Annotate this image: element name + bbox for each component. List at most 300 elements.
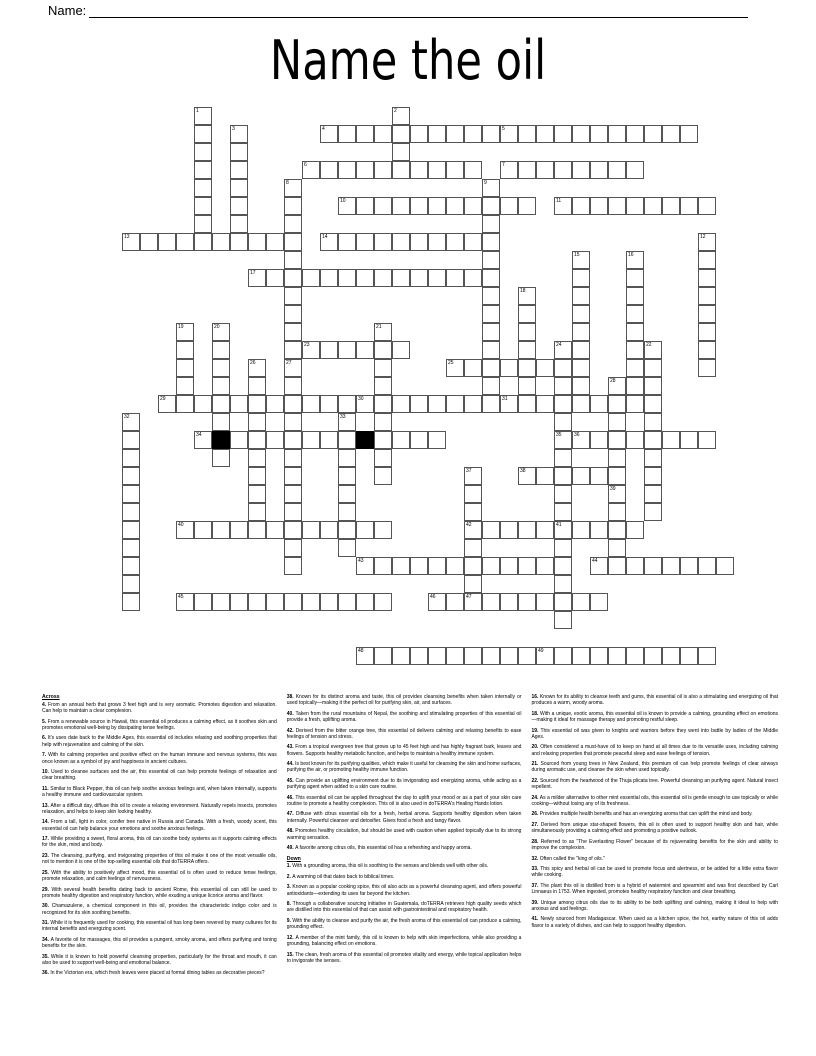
grid-cell[interactable]: [338, 485, 356, 503]
grid-cell[interactable]: [284, 179, 302, 197]
grid-cell[interactable]: [482, 215, 500, 233]
grid-cell[interactable]: [500, 521, 518, 539]
grid-cell[interactable]: [266, 521, 284, 539]
grid-cell[interactable]: [698, 197, 716, 215]
grid-cell[interactable]: [446, 161, 464, 179]
grid-cell[interactable]: [500, 557, 518, 575]
grid-cell[interactable]: [536, 125, 554, 143]
grid-cell[interactable]: [590, 161, 608, 179]
grid-cell[interactable]: [644, 197, 662, 215]
grid-cell[interactable]: [122, 521, 140, 539]
grid-cell[interactable]: [518, 377, 536, 395]
grid-cell[interactable]: [482, 251, 500, 269]
grid-cell[interactable]: [284, 539, 302, 557]
grid-cell[interactable]: [626, 557, 644, 575]
grid-cell[interactable]: [464, 647, 482, 665]
grid-cell[interactable]: [698, 431, 716, 449]
grid-cell[interactable]: [194, 197, 212, 215]
grid-cell[interactable]: [374, 647, 392, 665]
grid-cell[interactable]: [338, 467, 356, 485]
grid-cell[interactable]: [662, 197, 680, 215]
grid-cell[interactable]: [176, 323, 194, 341]
grid-cell[interactable]: [212, 323, 230, 341]
grid-cell[interactable]: [122, 431, 140, 449]
grid-cell[interactable]: [338, 539, 356, 557]
grid-cell[interactable]: [644, 557, 662, 575]
grid-cell[interactable]: [410, 125, 428, 143]
grid-cell[interactable]: [608, 161, 626, 179]
grid-cell[interactable]: [464, 197, 482, 215]
grid-cell[interactable]: [176, 521, 194, 539]
grid-cell[interactable]: [464, 503, 482, 521]
grid-cell[interactable]: [554, 539, 572, 557]
grid-cell[interactable]: [518, 341, 536, 359]
grid-cell[interactable]: [662, 647, 680, 665]
grid-cell[interactable]: [590, 197, 608, 215]
grid-cell[interactable]: [590, 431, 608, 449]
grid-cell[interactable]: [644, 503, 662, 521]
grid-cell[interactable]: [428, 233, 446, 251]
grid-cell[interactable]: [644, 395, 662, 413]
grid-cell[interactable]: [590, 125, 608, 143]
grid-cell[interactable]: [698, 323, 716, 341]
grid-cell[interactable]: [482, 233, 500, 251]
grid-cell[interactable]: [644, 341, 662, 359]
grid-cell[interactable]: [608, 197, 626, 215]
grid-cell[interactable]: [392, 395, 410, 413]
grid-cell[interactable]: [536, 161, 554, 179]
grid-cell[interactable]: [302, 521, 320, 539]
grid-cell[interactable]: [608, 413, 626, 431]
grid-cell[interactable]: [410, 161, 428, 179]
grid-cell[interactable]: [518, 395, 536, 413]
grid-cell[interactable]: [248, 503, 266, 521]
grid-cell[interactable]: [716, 557, 734, 575]
grid-cell[interactable]: [536, 395, 554, 413]
grid-cell[interactable]: [590, 557, 608, 575]
grid-cell[interactable]: [572, 647, 590, 665]
grid-cell[interactable]: [374, 233, 392, 251]
grid-cell[interactable]: [374, 359, 392, 377]
grid-cell[interactable]: [338, 449, 356, 467]
grid-cell[interactable]: [122, 413, 140, 431]
grid-cell[interactable]: [410, 557, 428, 575]
grid-cell[interactable]: [536, 647, 554, 665]
grid-cell[interactable]: [374, 557, 392, 575]
grid-cell[interactable]: [356, 197, 374, 215]
grid-cell[interactable]: [518, 305, 536, 323]
grid-cell[interactable]: [338, 521, 356, 539]
grid-cell[interactable]: [446, 269, 464, 287]
grid-cell[interactable]: [698, 557, 716, 575]
grid-cell[interactable]: [212, 521, 230, 539]
grid-cell[interactable]: [410, 647, 428, 665]
grid-cell[interactable]: [482, 557, 500, 575]
grid-cell[interactable]: [392, 125, 410, 143]
grid-cell[interactable]: [284, 233, 302, 251]
grid-cell[interactable]: [644, 647, 662, 665]
grid-cell[interactable]: [284, 251, 302, 269]
grid-cell[interactable]: [374, 467, 392, 485]
grid-cell[interactable]: [626, 431, 644, 449]
grid-cell[interactable]: [428, 125, 446, 143]
grid-cell[interactable]: [284, 395, 302, 413]
grid-cell[interactable]: [428, 593, 446, 611]
grid-cell[interactable]: [248, 233, 266, 251]
grid-cell[interactable]: [230, 179, 248, 197]
grid-cell[interactable]: [572, 467, 590, 485]
grid-cell[interactable]: [482, 179, 500, 197]
grid-cell[interactable]: [284, 503, 302, 521]
grid-cell[interactable]: [644, 359, 662, 377]
grid-cell[interactable]: [554, 521, 572, 539]
grid-cell[interactable]: [626, 395, 644, 413]
grid-cell[interactable]: [518, 197, 536, 215]
grid-cell[interactable]: [230, 143, 248, 161]
grid-cell[interactable]: [644, 485, 662, 503]
grid-cell[interactable]: [518, 557, 536, 575]
grid-cell[interactable]: [464, 485, 482, 503]
grid-cell[interactable]: [158, 395, 176, 413]
grid-cell[interactable]: [356, 341, 374, 359]
grid-cell[interactable]: [374, 431, 392, 449]
grid-cell[interactable]: [122, 485, 140, 503]
grid-cell[interactable]: [572, 395, 590, 413]
grid-cell[interactable]: [626, 197, 644, 215]
grid-cell[interactable]: [608, 395, 626, 413]
grid-cell[interactable]: [500, 161, 518, 179]
grid-cell[interactable]: [338, 269, 356, 287]
grid-cell[interactable]: [680, 647, 698, 665]
grid-cell[interactable]: [446, 647, 464, 665]
grid-cell[interactable]: [482, 125, 500, 143]
grid-cell[interactable]: [356, 557, 374, 575]
grid-cell[interactable]: [572, 377, 590, 395]
grid-cell[interactable]: [122, 539, 140, 557]
grid-cell[interactable]: [572, 269, 590, 287]
grid-cell[interactable]: [320, 395, 338, 413]
grid-cell[interactable]: [302, 431, 320, 449]
grid-cell[interactable]: [464, 575, 482, 593]
grid-cell[interactable]: [302, 341, 320, 359]
grid-cell[interactable]: [158, 233, 176, 251]
grid-cell[interactable]: [212, 359, 230, 377]
grid-cell[interactable]: [626, 251, 644, 269]
grid-cell[interactable]: [482, 359, 500, 377]
grid-cell[interactable]: [374, 395, 392, 413]
grid-cell[interactable]: [302, 161, 320, 179]
grid-cell[interactable]: [194, 395, 212, 413]
grid-cell[interactable]: [500, 395, 518, 413]
grid-cell[interactable]: [338, 233, 356, 251]
grid-cell[interactable]: [194, 233, 212, 251]
grid-cell[interactable]: [626, 125, 644, 143]
grid-cell[interactable]: [284, 431, 302, 449]
grid-cell[interactable]: [500, 197, 518, 215]
grid-cell[interactable]: [230, 521, 248, 539]
grid-cell[interactable]: [374, 125, 392, 143]
grid-cell[interactable]: [644, 449, 662, 467]
grid-cell[interactable]: [230, 395, 248, 413]
grid-cell[interactable]: [284, 593, 302, 611]
grid-cell[interactable]: [482, 647, 500, 665]
grid-cell[interactable]: [554, 575, 572, 593]
grid-cell[interactable]: [212, 395, 230, 413]
grid-cell[interactable]: [464, 359, 482, 377]
grid-cell[interactable]: [284, 413, 302, 431]
crossword-grid[interactable]: [104, 107, 716, 683]
grid-cell[interactable]: [356, 521, 374, 539]
grid-cell[interactable]: [212, 449, 230, 467]
grid-cell[interactable]: [626, 287, 644, 305]
grid-cell[interactable]: [284, 449, 302, 467]
grid-cell[interactable]: [626, 305, 644, 323]
grid-cell[interactable]: [176, 233, 194, 251]
grid-cell[interactable]: [194, 521, 212, 539]
grid-cell[interactable]: [698, 287, 716, 305]
grid-cell[interactable]: [554, 593, 572, 611]
grid-cell[interactable]: [572, 593, 590, 611]
grid-cell[interactable]: [698, 233, 716, 251]
grid-cell[interactable]: [194, 431, 212, 449]
grid-cell[interactable]: [284, 359, 302, 377]
grid-cell[interactable]: [320, 269, 338, 287]
grid-cell[interactable]: [482, 341, 500, 359]
grid-cell[interactable]: [608, 467, 626, 485]
grid-cell[interactable]: [356, 647, 374, 665]
grid-cell[interactable]: [392, 233, 410, 251]
grid-cell[interactable]: [482, 377, 500, 395]
grid-cell[interactable]: [644, 377, 662, 395]
grid-cell[interactable]: [626, 341, 644, 359]
grid-cell[interactable]: [482, 323, 500, 341]
grid-cell[interactable]: [338, 593, 356, 611]
grid-cell[interactable]: [176, 593, 194, 611]
grid-cell[interactable]: [212, 377, 230, 395]
grid-cell[interactable]: [374, 197, 392, 215]
grid-cell[interactable]: [194, 179, 212, 197]
grid-cell[interactable]: [608, 125, 626, 143]
grid-cell[interactable]: [518, 125, 536, 143]
grid-cell[interactable]: [518, 161, 536, 179]
grid-cell[interactable]: [482, 197, 500, 215]
grid-cell[interactable]: [554, 485, 572, 503]
grid-cell[interactable]: [284, 197, 302, 215]
grid-cell[interactable]: [284, 467, 302, 485]
grid-cell[interactable]: [482, 287, 500, 305]
grid-cell[interactable]: [320, 125, 338, 143]
grid-cell[interactable]: [572, 521, 590, 539]
grid-cell[interactable]: [608, 539, 626, 557]
grid-cell[interactable]: [554, 611, 572, 629]
grid-cell[interactable]: [428, 647, 446, 665]
grid-cell[interactable]: [374, 593, 392, 611]
grid-cell[interactable]: [662, 557, 680, 575]
grid-cell[interactable]: [266, 269, 284, 287]
grid-cell[interactable]: [248, 269, 266, 287]
grid-cell[interactable]: [626, 269, 644, 287]
grid-cell[interactable]: [338, 161, 356, 179]
grid-cell[interactable]: [122, 557, 140, 575]
grid-cell[interactable]: [176, 377, 194, 395]
grid-cell[interactable]: [320, 593, 338, 611]
grid-cell[interactable]: [122, 593, 140, 611]
grid-cell[interactable]: [554, 377, 572, 395]
grid-cell[interactable]: [284, 341, 302, 359]
grid-cell[interactable]: [392, 197, 410, 215]
grid-cell[interactable]: [590, 647, 608, 665]
grid-cell[interactable]: [320, 521, 338, 539]
grid-cell[interactable]: [590, 521, 608, 539]
grid-cell[interactable]: [482, 395, 500, 413]
grid-cell[interactable]: [320, 431, 338, 449]
grid-cell[interactable]: [410, 395, 428, 413]
grid-cell[interactable]: [194, 593, 212, 611]
grid-cell[interactable]: [284, 557, 302, 575]
grid-cell[interactable]: [482, 521, 500, 539]
grid-cell[interactable]: [644, 413, 662, 431]
grid-cell[interactable]: [644, 431, 662, 449]
grid-cell[interactable]: [500, 593, 518, 611]
grid-cell[interactable]: [518, 323, 536, 341]
grid-cell[interactable]: [464, 395, 482, 413]
name-input-blank[interactable]: [89, 5, 748, 18]
grid-cell[interactable]: [446, 593, 464, 611]
grid-cell[interactable]: [464, 521, 482, 539]
grid-cell[interactable]: [572, 287, 590, 305]
grid-cell[interactable]: [122, 233, 140, 251]
grid-cell[interactable]: [608, 521, 626, 539]
grid-cell[interactable]: [284, 287, 302, 305]
grid-cell[interactable]: [338, 341, 356, 359]
grid-cell[interactable]: [608, 503, 626, 521]
grid-cell[interactable]: [392, 647, 410, 665]
grid-cell[interactable]: [536, 593, 554, 611]
grid-cell[interactable]: [446, 557, 464, 575]
grid-cell[interactable]: [320, 341, 338, 359]
grid-cell[interactable]: [626, 161, 644, 179]
grid-cell[interactable]: [554, 395, 572, 413]
grid-cell[interactable]: [302, 269, 320, 287]
grid-cell[interactable]: [374, 449, 392, 467]
grid-cell[interactable]: [662, 125, 680, 143]
grid-cell[interactable]: [482, 593, 500, 611]
grid-cell[interactable]: [464, 593, 482, 611]
grid-cell[interactable]: [356, 269, 374, 287]
grid-cell[interactable]: [554, 449, 572, 467]
grid-cell[interactable]: [608, 557, 626, 575]
grid-cell[interactable]: [698, 647, 716, 665]
grid-cell[interactable]: [446, 197, 464, 215]
grid-cell[interactable]: [464, 269, 482, 287]
grid-cell[interactable]: [284, 485, 302, 503]
grid-cell[interactable]: [392, 557, 410, 575]
grid-cell[interactable]: [572, 359, 590, 377]
grid-cell[interactable]: [212, 593, 230, 611]
grid-cell[interactable]: [608, 647, 626, 665]
grid-cell[interactable]: [230, 233, 248, 251]
grid-cell[interactable]: [626, 647, 644, 665]
grid-cell[interactable]: [122, 467, 140, 485]
grid-cell[interactable]: [536, 467, 554, 485]
grid-cell[interactable]: [176, 359, 194, 377]
grid-cell[interactable]: [176, 341, 194, 359]
grid-cell[interactable]: [338, 503, 356, 521]
grid-cell[interactable]: [428, 197, 446, 215]
grid-cell[interactable]: [266, 593, 284, 611]
grid-cell[interactable]: [284, 323, 302, 341]
grid-cell[interactable]: [392, 431, 410, 449]
grid-cell[interactable]: [176, 395, 194, 413]
grid-cell[interactable]: [626, 359, 644, 377]
grid-cell[interactable]: [698, 251, 716, 269]
grid-cell[interactable]: [428, 161, 446, 179]
grid-cell[interactable]: [626, 377, 644, 395]
grid-cell[interactable]: [518, 521, 536, 539]
grid-cell[interactable]: [518, 647, 536, 665]
grid-cell[interactable]: [392, 143, 410, 161]
grid-cell[interactable]: [608, 449, 626, 467]
grid-cell[interactable]: [266, 233, 284, 251]
grid-cell[interactable]: [212, 413, 230, 431]
grid-cell[interactable]: [392, 341, 410, 359]
grid-cell[interactable]: [356, 593, 374, 611]
grid-cell[interactable]: [464, 467, 482, 485]
grid-cell[interactable]: [572, 431, 590, 449]
grid-cell[interactable]: [572, 305, 590, 323]
grid-cell[interactable]: [338, 197, 356, 215]
grid-cell[interactable]: [356, 233, 374, 251]
grid-cell[interactable]: [248, 413, 266, 431]
grid-cell[interactable]: [500, 647, 518, 665]
grid-cell[interactable]: [248, 377, 266, 395]
grid-cell[interactable]: [572, 341, 590, 359]
grid-cell[interactable]: [392, 107, 410, 125]
grid-cell[interactable]: [464, 557, 482, 575]
grid-cell[interactable]: [230, 593, 248, 611]
grid-cell[interactable]: [518, 359, 536, 377]
grid-cell[interactable]: [680, 125, 698, 143]
grid-cell[interactable]: [428, 431, 446, 449]
grid-cell[interactable]: [572, 251, 590, 269]
grid-cell[interactable]: [446, 233, 464, 251]
grid-cell[interactable]: [590, 593, 608, 611]
grid-cell[interactable]: [428, 269, 446, 287]
grid-cell[interactable]: [266, 395, 284, 413]
grid-cell[interactable]: [230, 197, 248, 215]
grid-cell[interactable]: [122, 575, 140, 593]
grid-cell[interactable]: [662, 431, 680, 449]
grid-cell[interactable]: [320, 233, 338, 251]
grid-cell[interactable]: [212, 233, 230, 251]
grid-cell[interactable]: [680, 197, 698, 215]
grid-cell[interactable]: [446, 125, 464, 143]
grid-cell[interactable]: [608, 485, 626, 503]
grid-cell[interactable]: [284, 377, 302, 395]
grid-cell[interactable]: [464, 125, 482, 143]
grid-cell[interactable]: [338, 395, 356, 413]
grid-cell[interactable]: [698, 359, 716, 377]
grid-cell[interactable]: [248, 449, 266, 467]
grid-cell[interactable]: [410, 197, 428, 215]
grid-cell[interactable]: [248, 593, 266, 611]
grid-cell[interactable]: [302, 593, 320, 611]
grid-cell[interactable]: [608, 377, 626, 395]
grid-cell[interactable]: [374, 161, 392, 179]
grid-cell[interactable]: [644, 467, 662, 485]
grid-cell[interactable]: [338, 413, 356, 431]
grid-cell[interactable]: [554, 125, 572, 143]
